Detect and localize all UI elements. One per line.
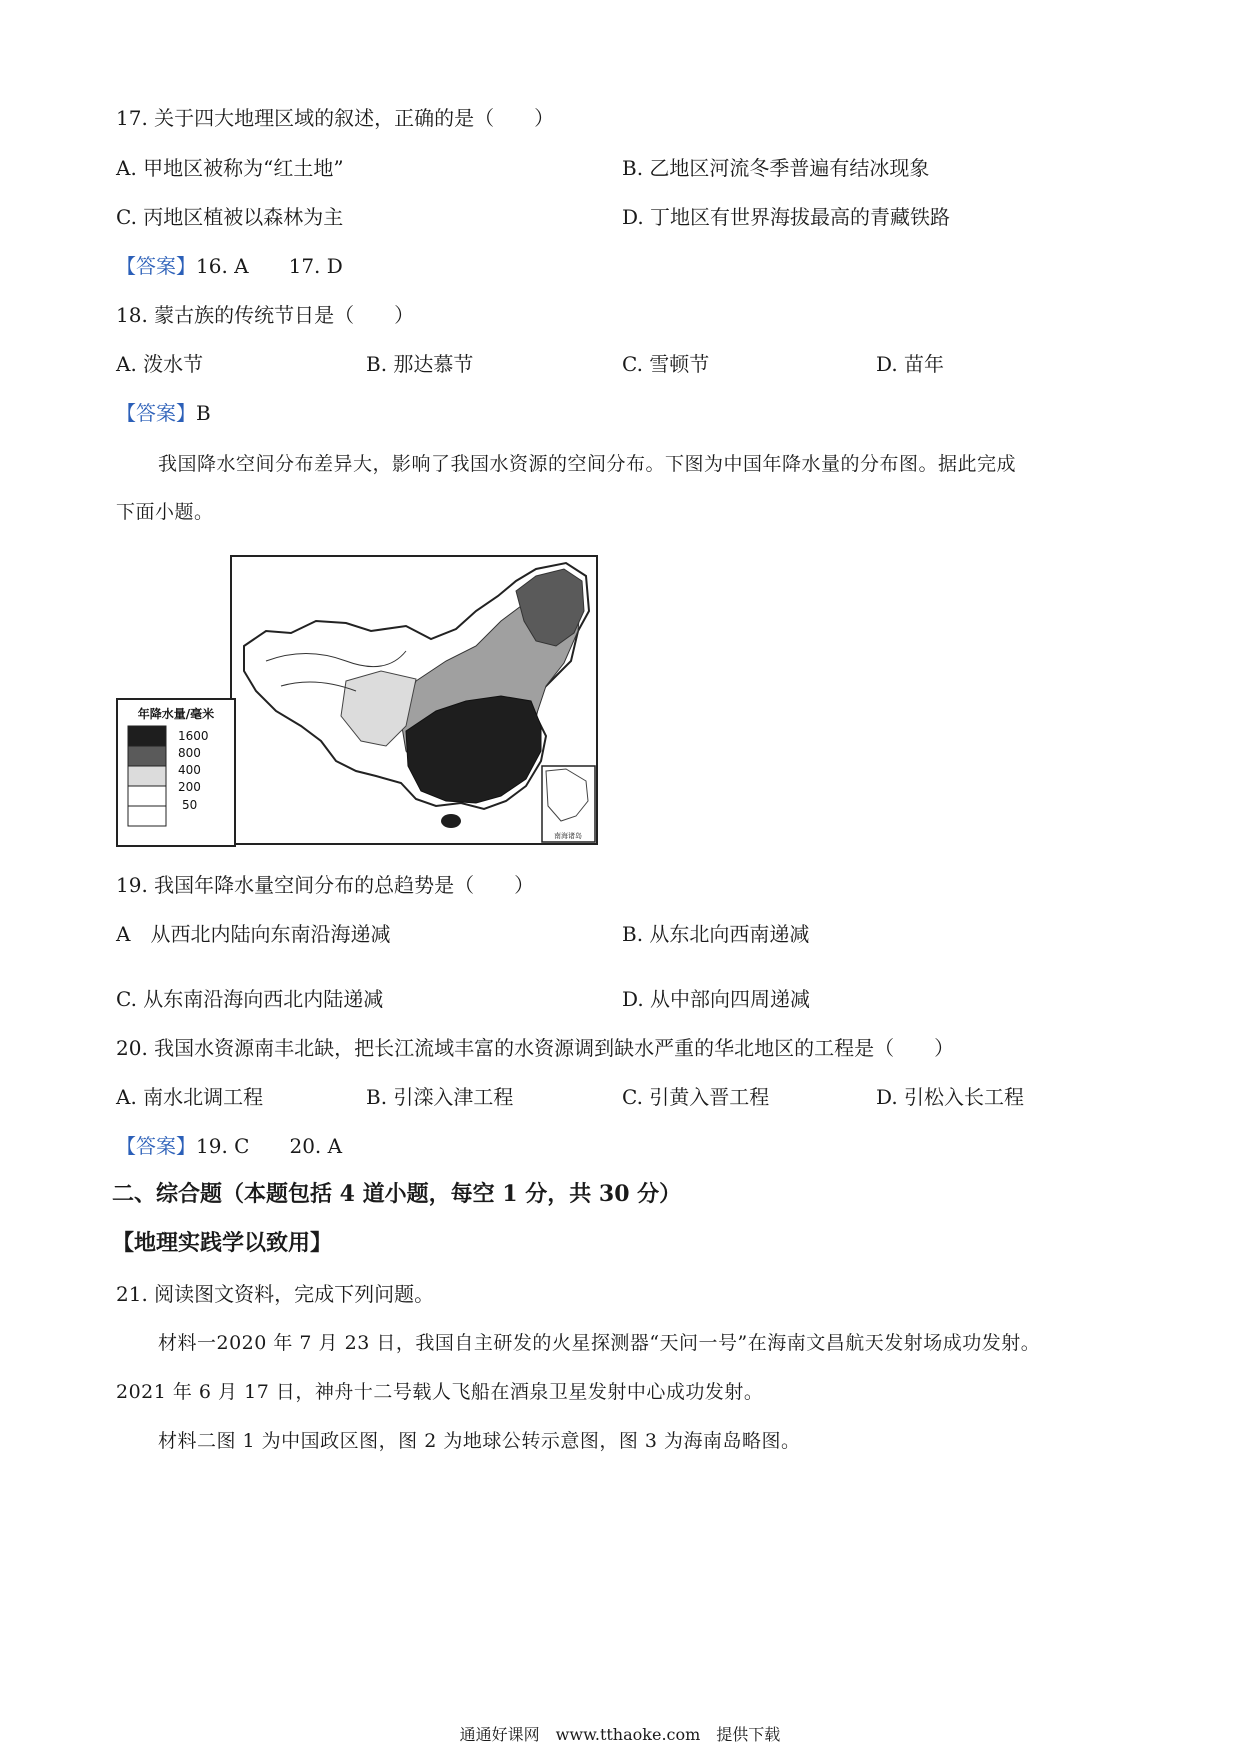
q17-option-b: B. 乙地区河流冬季普遍有结冰现象 xyxy=(622,156,930,180)
answer-text: 19. C 20. A xyxy=(196,1134,343,1158)
legend-value: 800 xyxy=(178,746,201,760)
q19-option-b: B. 从东北向西南递减 xyxy=(622,922,810,946)
legend-swatch-darkest xyxy=(128,726,166,746)
answer-tag: 【答案】 xyxy=(116,401,196,425)
legend-value: 200 xyxy=(178,780,201,794)
q21-material-1-line-2: 2021 年 6 月 17 日，神舟十二号载人飞船在酒泉卫星发射中心成功发射。 xyxy=(116,1381,764,1403)
q21-stem: 21. 阅读图文资料，完成下列问题。 xyxy=(116,1282,435,1306)
legend-value: 50 xyxy=(182,798,198,812)
intro-line-2: 下面小题。 xyxy=(116,501,214,523)
q18-option-c: C. 雪顿节 xyxy=(622,352,710,376)
page-footer: 通通好课网 www.tthaoke.com 提供下载 xyxy=(459,1725,781,1744)
legend-swatch-dark xyxy=(128,746,166,766)
q17-option-d: D. 丁地区有世界海拔最高的青藏铁路 xyxy=(622,205,951,229)
q20-option-a: A. 南水北调工程 xyxy=(116,1085,264,1109)
q17-stem: 17. 关于四大地理区域的叙述，正确的是（ ） xyxy=(116,106,555,130)
precipitation-map xyxy=(116,551,599,847)
section-title: 二、综合题（本题包括 4 道小题，每空 1 分，共 30 分） xyxy=(112,1181,682,1207)
q19-stem: 19. 我国年降水量空间分布的总趋势是（ ） xyxy=(116,873,535,897)
answer-row-1 xyxy=(116,252,343,280)
answer-row-3 xyxy=(116,1132,342,1160)
q17-option-a: A. 甲地区被称为“红土地” xyxy=(116,156,344,180)
q20-stem: 20. 我国水资源南丰北缺，把长江流域丰富的水资源调到缺水严重的华北地区的工程是（ ） xyxy=(116,1036,955,1060)
q18-stem: 18. 蒙古族的传统节日是（ ） xyxy=(116,303,415,327)
answer-text: 16. A 17. D xyxy=(196,254,343,278)
precipitation-map-svg xyxy=(116,551,599,847)
q19-option-a: A 从西北内陆向东南沿海递减 xyxy=(116,922,391,946)
answer-row-2 xyxy=(116,399,211,427)
q20-option-c: C. 引黄入晋工程 xyxy=(622,1085,770,1109)
q18-option-d: D. 苗年 xyxy=(876,352,945,376)
legend-swatch-white-1 xyxy=(128,786,166,806)
q20-option-b: B. 引滦入津工程 xyxy=(366,1085,514,1109)
q17-option-c: C. 丙地区植被以森林为主 xyxy=(116,205,344,229)
answer-tag: 【答案】 xyxy=(116,254,196,278)
q18-option-b: B. 那达慕节 xyxy=(366,352,474,376)
hainan-island xyxy=(441,814,461,828)
q18-option-a: A. 泼水节 xyxy=(116,352,204,376)
south-china-sea-inset xyxy=(542,766,595,842)
q21-material-1-line-1: 材料一2020 年 7 月 23 日，我国自主研发的火星探测器“天问一号”在海南文昌航天发射场成功发射。 xyxy=(158,1332,1041,1354)
section-subtitle: 【地理实践学以致用】 xyxy=(112,1230,333,1256)
inset-label: 南海诸岛 xyxy=(554,833,582,840)
legend-swatch-light xyxy=(128,766,166,786)
q20-option-d: D. 引松入长工程 xyxy=(876,1085,1025,1109)
legend-swatch-white-2 xyxy=(128,806,166,826)
answer-text: B xyxy=(196,401,211,425)
legend-title: 年降水量/毫米 xyxy=(137,707,215,721)
answer-tag: 【答案】 xyxy=(116,1134,196,1158)
legend-value: 400 xyxy=(178,763,201,777)
q19-option-c: C. 从东南沿海向西北内陆递减 xyxy=(116,987,384,1011)
intro-line-1: 我国降水空间分布差异大，影响了我国水资源的空间分布。下图为中国年降水量的分布图。据此完成 xyxy=(158,453,1017,475)
q19-option-d: D. 从中部向四周递减 xyxy=(622,987,811,1011)
q21-material-2: 材料二图 1 为中国政区图，图 2 为地球公转示意图，图 3 为海南岛略图。 xyxy=(158,1430,801,1452)
legend-value: 1600 xyxy=(178,729,209,743)
